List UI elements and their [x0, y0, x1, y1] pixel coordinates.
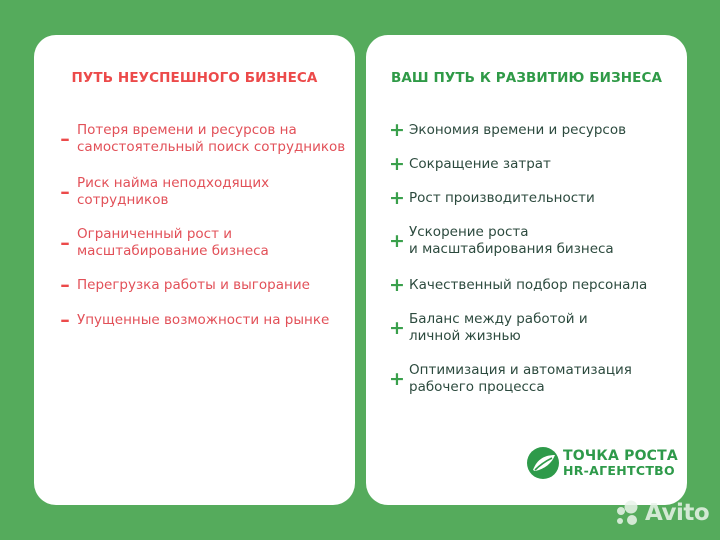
item-line: сотрудников: [77, 192, 169, 208]
item-line: Ускорение роста: [409, 224, 529, 240]
list-item: [386, 186, 679, 209]
item-line: Риск найма неподходящих: [77, 175, 270, 191]
item-line: Потеря времени и ресурсов на: [77, 122, 297, 138]
item-line: личной жизнью: [409, 328, 521, 344]
watermark-text: Avito: [645, 500, 710, 526]
item-line: масштабирование бизнеса: [77, 243, 269, 259]
list-item: [386, 152, 679, 175]
leaf-logo-icon: [526, 446, 560, 480]
company-logo: [526, 446, 678, 480]
item-line: Ограниченный рост и: [77, 226, 232, 242]
item-line: Перегрузка работы и выгорание: [77, 276, 310, 293]
unsuccessful-business-card: [34, 35, 355, 505]
item-line: Упущенные возможности на рынке: [77, 311, 330, 328]
item-line: Рост производительности: [409, 189, 595, 206]
list-item: [386, 361, 679, 397]
logo-subtitle: HR-АГЕНТСТВО: [563, 462, 675, 478]
avito-dots-icon: [612, 498, 642, 528]
plus-icon: +: [389, 367, 405, 390]
plus-icon: +: [389, 118, 405, 141]
logo-name: ТОЧКА РОСТА: [563, 447, 678, 464]
list-item: [54, 308, 347, 331]
list-item: [54, 121, 347, 157]
plus-icon: +: [389, 186, 405, 209]
item-line: Качественный подбор персонала: [409, 276, 648, 293]
list-item: [386, 273, 679, 296]
list-item: [54, 273, 347, 296]
plus-icon: +: [389, 273, 405, 296]
minus-icon: –: [60, 308, 70, 331]
item-line: Экономия времени и ресурсов: [409, 121, 627, 138]
minus-icon: –: [60, 127, 70, 150]
item-line: рабочего процесса: [409, 379, 545, 395]
item-line: Баланс между работой и: [409, 311, 588, 327]
card-title: ВАШ ПУТЬ К РАЗВИТИЮ БИЗНЕСА: [390, 70, 663, 86]
plus-icon: +: [389, 152, 405, 175]
plus-icon: +: [389, 229, 405, 252]
list-item: [386, 310, 679, 346]
list-item: [386, 118, 679, 141]
minus-icon: –: [60, 180, 70, 203]
minus-icon: –: [60, 273, 70, 296]
item-line: и масштабирования бизнеса: [409, 241, 614, 257]
list-item: [54, 174, 347, 210]
list-item: [54, 225, 347, 261]
business-growth-card: [366, 35, 687, 505]
plus-icon: +: [389, 316, 405, 339]
list-item: [386, 223, 679, 259]
item-line: Сокращение затрат: [409, 155, 551, 172]
avito-watermark: [612, 498, 709, 528]
card-title: ПУТЬ НЕУСПЕШНОГО БИЗНЕСА: [71, 70, 318, 86]
minus-icon: –: [60, 231, 70, 254]
item-line: самостоятельный поиск сотрудников: [77, 139, 346, 155]
item-line: Оптимизация и автоматизация: [409, 362, 632, 378]
